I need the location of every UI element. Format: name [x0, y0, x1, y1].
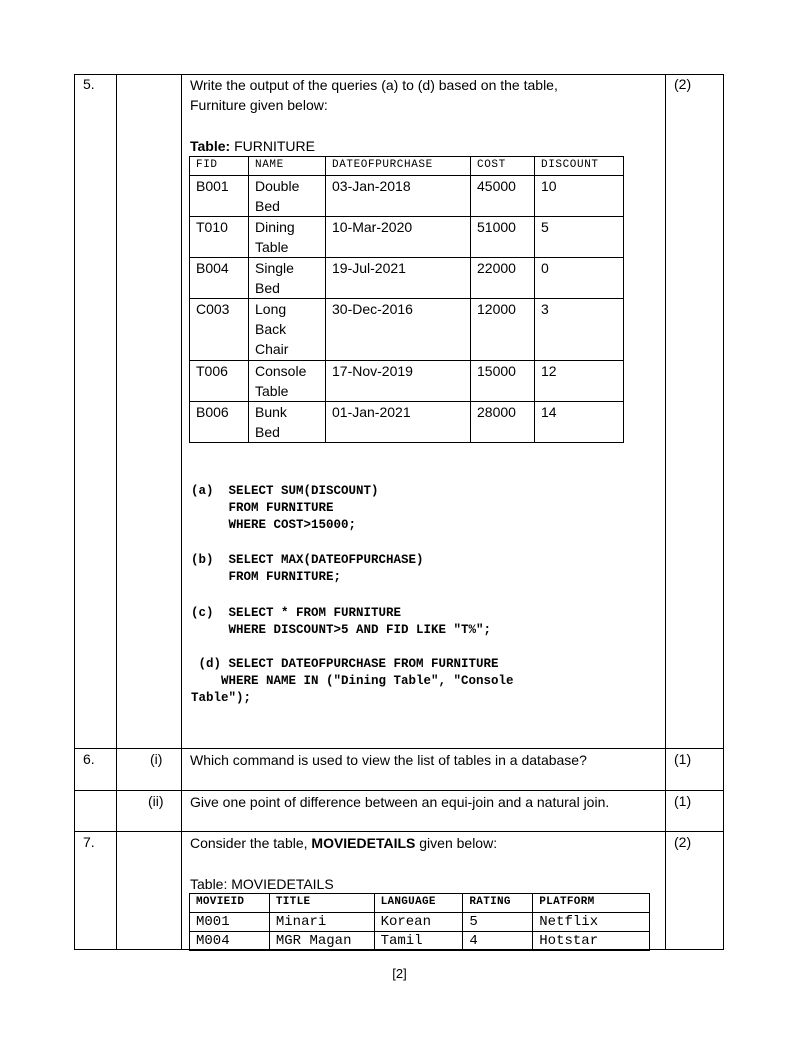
prompt-text: Consider the table,	[190, 835, 312, 851]
table-cell: T010	[190, 217, 249, 258]
cell-line: Table	[255, 239, 289, 255]
table-cell: MGR Magan	[269, 932, 374, 951]
cell-line: Single	[255, 260, 294, 276]
sub-question-number: (i)	[150, 751, 163, 767]
table-cell: 10-Mar-2020	[326, 217, 471, 258]
table-cell: 30-Dec-2016	[326, 299, 471, 361]
table-cell	[249, 361, 326, 402]
table-cell: 5	[535, 217, 624, 258]
table-cell: M004	[190, 932, 270, 951]
table-cell: 15000	[471, 361, 535, 402]
column-divider	[116, 74, 117, 950]
row-divider	[74, 831, 724, 832]
cell-line: Table	[255, 383, 289, 399]
question-marks: (1)	[674, 793, 692, 809]
table-cell: 03-Jan-2018	[326, 176, 471, 217]
table-cell: Tamil	[374, 932, 463, 951]
table-cell: 12	[535, 361, 624, 402]
table-cell: 45000	[471, 176, 535, 217]
table-cell: Netflix	[533, 913, 650, 932]
table-cell: 01-Jan-2021	[326, 402, 471, 443]
table-cell	[249, 176, 326, 217]
moviedetails-table	[189, 893, 650, 951]
column-divider	[665, 74, 666, 950]
table-cell: 22000	[471, 258, 535, 299]
column-header: PLATFORM	[533, 894, 650, 913]
furniture-table	[189, 156, 624, 443]
table-cell: Korean	[374, 913, 463, 932]
cell-line: Chair	[255, 341, 289, 357]
table-row	[190, 932, 650, 951]
column-header: DISCOUNT	[535, 157, 624, 176]
table-cell: 28000	[471, 402, 535, 443]
cell-line: Bed	[255, 280, 280, 296]
prompt-line: Furniture given below:	[190, 97, 328, 113]
prompt-line: Write the output of the queries (a) to (d) based on the table,	[190, 77, 558, 93]
column-header: RATING	[463, 894, 533, 913]
table-cell: M001	[190, 913, 270, 932]
table-caption-name: FURNITURE	[234, 138, 315, 154]
table-header-row	[190, 894, 650, 913]
column-header: COST	[471, 157, 535, 176]
sub-question-number: (ii)	[148, 793, 164, 809]
column-header: DATEOFPURCHASE	[326, 157, 471, 176]
column-header: LANGUAGE	[374, 894, 463, 913]
table-header-row	[190, 157, 624, 176]
table-cell: 14	[535, 402, 624, 443]
table-row	[190, 176, 624, 217]
table-cell: Hotstar	[533, 932, 650, 951]
question-marks: (2)	[674, 834, 692, 850]
cell-line: Console	[255, 363, 307, 379]
table-row	[190, 913, 650, 932]
table-cell: 19-Jul-2021	[326, 258, 471, 299]
table-caption	[190, 136, 315, 156]
cell-line: Dining	[255, 219, 295, 235]
cell-line: Bed	[255, 198, 280, 214]
table-cell	[249, 258, 326, 299]
question-number: 6.	[83, 751, 95, 767]
table-row	[190, 258, 624, 299]
sql-query-d: (d) SELECT DATEOFPURCHASE FROM FURNITURE WHERE NAME IN ("Dining Table", "Console Table");	[191, 657, 514, 705]
page-number: [2]	[392, 966, 407, 981]
cell-line: Double	[255, 178, 300, 194]
column-header: FID	[190, 157, 249, 176]
table-cell: Minari	[269, 913, 374, 932]
table-caption: Table: MOVIEDETAILS	[190, 876, 334, 892]
sql-query-a: (a) SELECT SUM(DISCOUNT) FROM FURNITURE WHERE COST>15000;	[191, 484, 379, 532]
column-divider	[181, 74, 182, 950]
question-prompt	[190, 833, 497, 853]
question-prompt	[190, 75, 558, 115]
column-header: MOVIEID	[190, 894, 270, 913]
table-cell: 51000	[471, 217, 535, 258]
cell-line: Bed	[255, 424, 280, 440]
cell-line: Back	[255, 321, 287, 337]
row-divider	[74, 748, 724, 749]
table-row	[190, 361, 624, 402]
table-cell	[249, 299, 326, 361]
row-divider	[74, 790, 724, 791]
table-cell: C003	[190, 299, 249, 361]
prompt-text: given below:	[415, 835, 498, 851]
question-prompt: Give one point of difference between an equi-join and a natural join.	[190, 794, 610, 810]
table-row	[190, 402, 624, 443]
cell-line: Long	[255, 301, 287, 317]
sql-query-b: (b) SELECT MAX(DATEOFPURCHASE) FROM FURNITURE;	[191, 553, 424, 584]
table-cell: B001	[190, 176, 249, 217]
column-header: NAME	[249, 157, 326, 176]
sql-query-c: (c) SELECT * FROM FURNITURE WHERE DISCOUNT>5 AND FID LIKE "T%";	[191, 606, 492, 637]
table-cell: B004	[190, 258, 249, 299]
question-number: 7.	[83, 834, 95, 850]
table-caption-label: Table:	[190, 138, 231, 154]
cell-line: Bunk	[255, 404, 287, 420]
question-marks: (2)	[674, 76, 692, 92]
table-row	[190, 217, 624, 258]
question-prompt: Which command is used to view the list of tables in a database?	[190, 752, 587, 768]
table-cell: T006	[190, 361, 249, 402]
question-number: 5.	[83, 76, 95, 92]
prompt-table-name: MOVIEDETAILS	[311, 835, 416, 851]
table-cell: 0	[535, 258, 624, 299]
table-cell	[249, 402, 326, 443]
table-cell: B006	[190, 402, 249, 443]
table-cell: 10	[535, 176, 624, 217]
table-row	[190, 299, 624, 361]
table-cell: 3	[535, 299, 624, 361]
table-cell: 12000	[471, 299, 535, 361]
table-cell	[249, 217, 326, 258]
question-marks: (1)	[674, 751, 692, 767]
table-cell: 4	[463, 932, 533, 951]
table-cell: 17-Nov-2019	[326, 361, 471, 402]
column-header: TITLE	[269, 894, 374, 913]
table-cell: 5	[463, 913, 533, 932]
